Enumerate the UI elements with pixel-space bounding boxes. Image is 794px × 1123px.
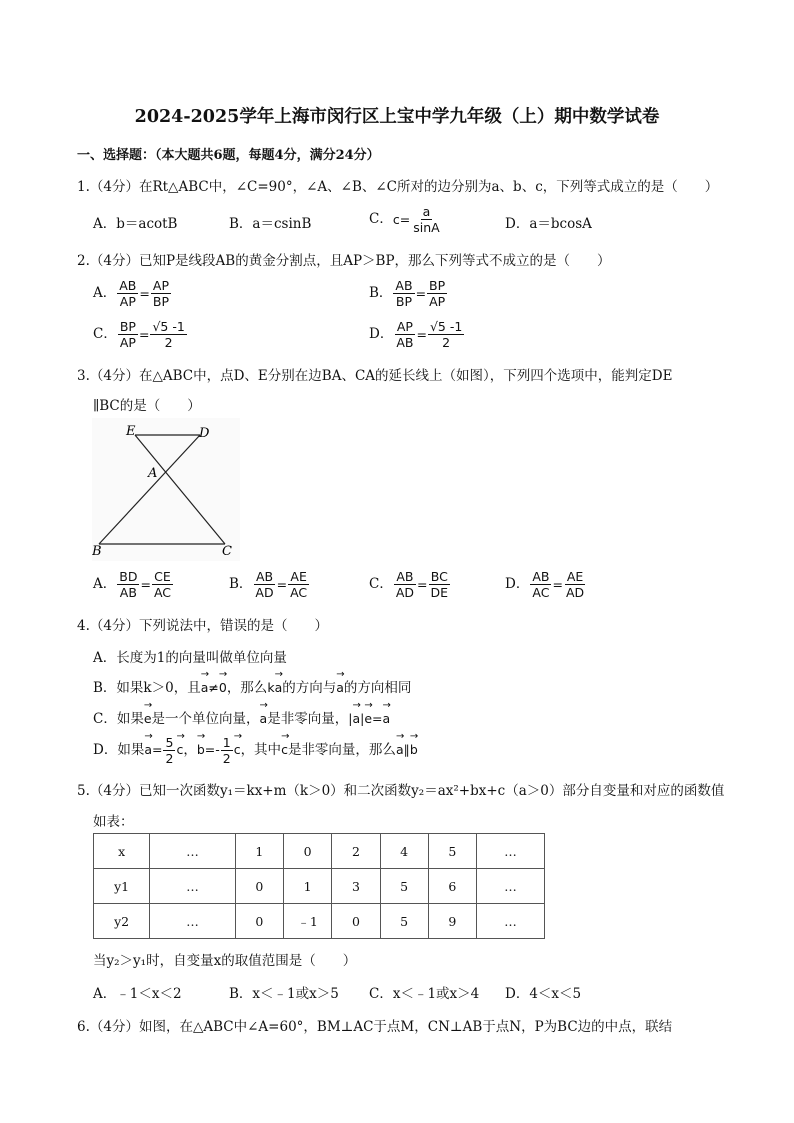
denominator: 2: [165, 751, 174, 766]
denominator: sinA: [413, 220, 440, 235]
table-cell: 1: [235, 834, 283, 869]
q5-option-b: B．x＜﹣1或x＞5: [229, 986, 339, 1002]
q4-option-d: [93, 735, 418, 766]
option-label: C．: [93, 326, 117, 342]
table-cell: 5: [380, 904, 428, 939]
denominator: AD: [395, 585, 415, 600]
fraction: [118, 319, 138, 350]
q3-option-b: B． $\frac{AB}{AD}$ = $\frac{AE}{AC}$: [229, 569, 308, 600]
numerator: BD: [119, 569, 138, 584]
label-d: D: [199, 426, 210, 441]
q3-option-d: D． $\frac{AB}{AC}$ = $\frac{AE}{AD}$: [505, 569, 585, 600]
fraction: [564, 569, 586, 600]
vector-a: → a: [275, 676, 283, 695]
option-label: D．: [505, 576, 530, 592]
table-cell: …: [476, 834, 544, 869]
option-label: D．: [369, 326, 394, 342]
function-value-table: [93, 833, 545, 939]
q5-option-a: A．﹣1＜x＜2: [93, 986, 182, 1002]
fraction: [253, 569, 275, 600]
vector-a: → a: [260, 707, 268, 726]
fraction: [393, 278, 414, 309]
table-cell: …: [476, 869, 544, 904]
fraction: [117, 569, 139, 600]
vector-c: → c: [281, 738, 288, 757]
numerator: AP: [152, 278, 169, 293]
label-e: E: [126, 424, 136, 439]
denominator: AC: [532, 585, 550, 600]
abs-bar: |: [360, 711, 365, 726]
scalar-k: k: [267, 680, 275, 695]
question-3-text-line2: ∥BC的是（ ）: [93, 398, 201, 414]
text: ，: [183, 742, 197, 758]
numerator: AP: [396, 319, 413, 334]
symbol: =: [372, 711, 383, 726]
question-3-text-line1: 3.（4分）在△ABC中，点D、E分别在边BA、CA的延长线上（如图），下列四个选项中，能判定DE: [77, 368, 673, 384]
denominator: AB: [119, 585, 137, 600]
table-cell: 4: [380, 834, 428, 869]
figure-background: [92, 418, 240, 561]
numerator: AE: [290, 569, 307, 584]
table-cell: 2: [332, 834, 380, 869]
option-label: B．: [229, 576, 253, 592]
table-cell: 5: [380, 869, 428, 904]
question-2-text: 2.（4分）已知P是线段AB的黄金分割点，且AP＞BP，那么下列等式不成立的是（ ）: [77, 253, 611, 269]
text: C．如果: [93, 711, 144, 727]
table-cell: y2: [94, 904, 150, 939]
q2-option-d: D． $\frac{AP}{AB}$ = $\frac{√5 -1}{2}$: [369, 319, 463, 350]
question-5-text-line1: 5.（4分）已知一次函数y₁＝kx+m（k＞0）和二次函数y₂＝ax²+bx+c（a＞0）部分自变量和对应的函数值: [77, 783, 725, 799]
vector-a: → a: [201, 676, 209, 695]
table-cell: y1: [94, 869, 150, 904]
numerator: CE: [154, 569, 171, 584]
fraction: [429, 569, 451, 600]
fraction: [530, 569, 551, 600]
denominator: BP: [395, 294, 413, 309]
option-label: A．: [93, 576, 117, 592]
numerator: BP: [429, 278, 446, 293]
numerator: √5 -1: [429, 319, 463, 334]
fraction: [151, 278, 171, 309]
denominator: 2: [164, 335, 173, 350]
c-equals: c=: [392, 212, 411, 227]
q4-option-c: [93, 707, 390, 727]
question-4-text: 4.（4分）下列说法中，错误的是（ ）: [77, 618, 328, 634]
option-label: C．: [369, 576, 393, 592]
fraction: [428, 319, 464, 350]
denominator: DE: [430, 585, 449, 600]
table-cell: …: [150, 869, 236, 904]
numerator: 1: [222, 735, 231, 750]
table-row: [94, 904, 545, 939]
numerator: AB: [119, 278, 137, 293]
table-cell: …: [150, 834, 236, 869]
vector-e: → e: [144, 707, 152, 726]
q3-option-c: C． $\frac{AB}{AD}$ = $\frac{BC}{DE}$: [369, 569, 449, 600]
table-cell: 6: [428, 869, 476, 904]
numerator: BP: [119, 319, 136, 334]
numerator: AB: [532, 569, 550, 584]
table-row: [94, 869, 545, 904]
label-a: A: [148, 466, 158, 481]
denominator: AD: [565, 585, 585, 600]
fraction: [163, 735, 175, 766]
text: 是非零向量，那么: [287, 742, 396, 758]
question-6-text: 6.（4分）如图，在△ABC中∠A=60°，BM⊥AC于点M，CN⊥AB于点N，P为BC边的中点，联结: [77, 1019, 673, 1035]
table-cell: 0: [284, 834, 332, 869]
text: 是一个单位向量，: [151, 711, 260, 727]
vector-zero: → 0: [219, 676, 227, 695]
vector-c: → c: [234, 738, 241, 757]
text: 的方向相同: [343, 680, 412, 696]
table-cell: 1: [284, 869, 332, 904]
denominator: AB: [396, 335, 414, 350]
vector-a: → a: [352, 707, 360, 726]
table-cell: 0: [235, 904, 283, 939]
numerator: AB: [255, 569, 274, 584]
q1-option-b: B．a＝csinB: [229, 216, 312, 232]
fraction: [411, 204, 441, 235]
option-label: B．: [369, 285, 393, 301]
table-cell: …: [476, 904, 544, 939]
fraction: [117, 278, 138, 309]
question-5-text-line2: 如表：: [93, 814, 134, 830]
vector-e: → e: [364, 707, 372, 726]
table-cell: 3: [332, 869, 380, 904]
denominator: BP: [152, 294, 169, 309]
numerator: AE: [566, 569, 584, 584]
denominator: AC: [153, 585, 171, 600]
label-c: C: [222, 544, 232, 559]
fraction: [427, 278, 447, 309]
triangle-figure: [92, 418, 240, 561]
fraction: [288, 569, 309, 600]
denominator: AD: [255, 585, 274, 600]
numerator: AB: [395, 278, 413, 293]
q5-option-c: C．x＜﹣1或x＞4: [369, 986, 480, 1002]
option-label: C．: [369, 211, 393, 227]
table-cell: x: [94, 834, 150, 869]
fraction: [394, 319, 415, 350]
section-heading: 一、选择题：（本大题共6题，每题4分，满分24分）: [77, 148, 380, 163]
q5-option-d: D．4＜x＜5: [505, 986, 582, 1002]
denominator: AC: [290, 585, 308, 600]
text: 是非零向量，: [267, 711, 349, 727]
vector-a: → a: [144, 738, 152, 757]
q1-option-d: D．a＝bcosA: [505, 216, 592, 232]
label-b: B: [92, 544, 102, 559]
vector-a: → a: [383, 707, 391, 726]
text: D．如果: [93, 742, 145, 758]
option-label: A．: [93, 285, 117, 301]
vector-a: → a: [336, 676, 344, 695]
q2-option-c: C． $\frac{BP}{AP}$ = $\frac{√5 -1}{2}$: [93, 319, 185, 350]
q2-option-a: A． $\frac{AB}{AP}$ = $\frac{AP}{BP}$: [93, 278, 169, 309]
vector-b: → b: [197, 738, 205, 757]
table-cell: 0: [332, 904, 380, 939]
numerator: √5 -1: [152, 319, 185, 334]
numerator: AB: [396, 569, 414, 584]
symbol: ≠: [208, 680, 219, 695]
denominator: AP: [429, 294, 446, 309]
vector-a: → a: [396, 738, 404, 757]
table-cell: …: [150, 904, 236, 939]
text: ，其中: [240, 742, 282, 758]
question-1-text: 1.（4分）在Rt△ABC中，∠C=90°，∠A、∠B、∠C所对的边分别为a、b、c，下列等式成立的是（ ）: [77, 179, 719, 195]
symbol: =-: [204, 742, 220, 757]
numerator: BC: [430, 569, 448, 584]
vector-b: → b: [410, 738, 418, 757]
q1-option-c: [369, 204, 443, 235]
q2-option-b: B． $\frac{AB}{BP}$ = $\frac{BP}{AP}$: [369, 278, 446, 309]
fraction: [152, 569, 173, 600]
q4-option-a: A．长度为1的向量叫做单位向量: [93, 650, 287, 666]
denominator: AP: [119, 335, 136, 350]
table-row: [94, 834, 545, 869]
fraction: [394, 569, 416, 600]
text: ，那么: [226, 680, 268, 696]
table-cell: 9: [428, 904, 476, 939]
denominator: 2: [442, 335, 451, 350]
abs-bar: |: [348, 711, 353, 726]
page-title: 2024-2025学年上海市闵行区上宝中学九年级（上）期中数学试卷: [134, 107, 660, 127]
numerator: a: [422, 204, 431, 219]
q1-option-a: A．b＝acotB: [93, 216, 178, 232]
table-cell: ﹣1: [284, 904, 332, 939]
table-cell: 0: [235, 869, 283, 904]
denominator: AP: [119, 294, 136, 309]
text: 的方向与: [282, 680, 337, 696]
symbol: ∥: [403, 742, 410, 757]
vector-c: → c: [176, 738, 183, 757]
fraction: [150, 319, 186, 350]
symbol: =: [152, 742, 163, 757]
q3-option-a: A． $\frac{BD}{AB}$ = $\frac{CE}{AC}$: [93, 569, 171, 600]
q4-option-b: [93, 676, 411, 696]
denominator: 2: [222, 751, 231, 766]
fraction: [221, 735, 233, 766]
table-cell: 5: [428, 834, 476, 869]
numerator: 5: [165, 735, 174, 750]
text: B．如果k＞0，且: [93, 680, 201, 696]
question-5-question: 当y₂＞y₁时，自变量x的取值范围是（ ）: [93, 953, 357, 969]
